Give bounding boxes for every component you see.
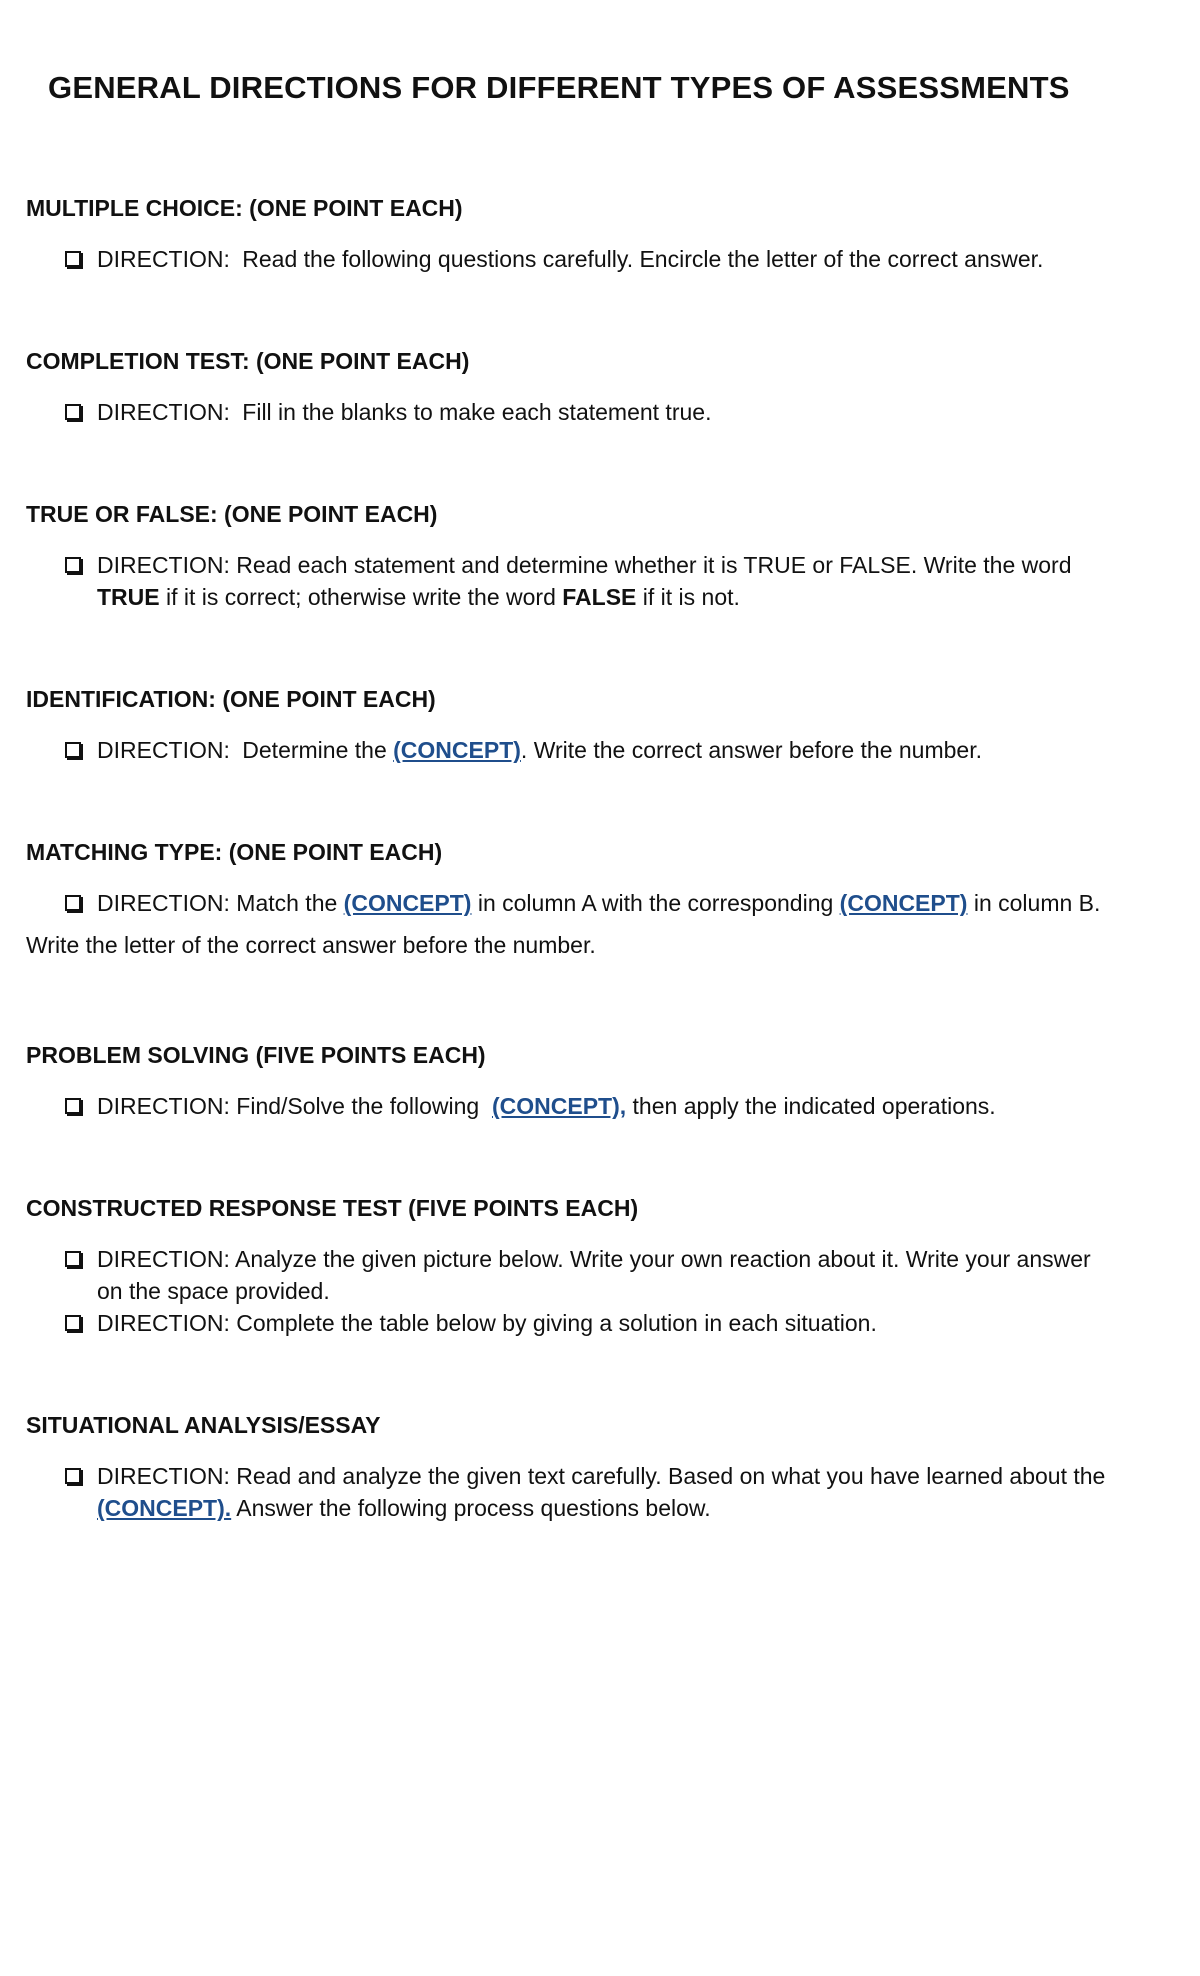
direction-text: Fill in the blanks to make each statement true. (242, 399, 712, 425)
section-heading: COMPLETION TEST: (ONE POINT EACH) (26, 348, 470, 374)
direction-label: DIRECTION: (97, 1246, 230, 1272)
direction-text: in column B. (973, 890, 1101, 916)
checkbox-bullet-icon (65, 1315, 81, 1331)
direction-text: Complete the table below by giving a solution in each situation. (236, 1310, 877, 1336)
direction-text: Analyze the given picture below. Write your own reaction about it. Write your answer on the space provided. (97, 1246, 1091, 1304)
direction-label: DIRECTION: (97, 890, 230, 916)
direction-label: DIRECTION: (97, 246, 230, 272)
direction-text: in column A with the corresponding (477, 890, 834, 916)
direction-text: Answer the following process questions below. (236, 1495, 711, 1521)
checkbox-bullet-icon (65, 1468, 81, 1484)
direction-item (26, 1460, 1137, 1524)
direction-item (26, 396, 1176, 428)
concept-link[interactable]: (CONCEPT) (839, 890, 968, 916)
section-heading: TRUE OR FALSE: (ONE POINT EACH) (26, 501, 438, 527)
checkbox-bullet-icon (65, 1098, 81, 1114)
direction-text: then apply the indicated operations. (632, 1093, 996, 1119)
section-heading: MATCHING TYPE: (ONE POINT EACH) (26, 839, 443, 865)
direction-item (26, 549, 1097, 613)
direction-label: DIRECTION: (97, 1310, 230, 1336)
keyword-true: TRUE (97, 584, 160, 610)
direction-label: DIRECTION: (97, 552, 230, 578)
direction-text: Read each statement and determine whether it is TRUE or FALSE. Write the word (236, 552, 1072, 578)
direction-text: Read the following questions carefully. Encircle the letter of the correct answer. (242, 246, 1044, 272)
section-matching-type (26, 837, 1176, 961)
section-heading: SITUATIONAL ANALYSIS/ESSAY (26, 1412, 381, 1438)
section-true-or-false (26, 499, 1176, 613)
checkbox-bullet-icon (65, 251, 81, 267)
direction-text: . Write the correct answer before the number. (520, 737, 982, 763)
checkbox-bullet-icon (65, 895, 81, 911)
checkbox-bullet-icon (65, 404, 81, 420)
section-problem-solving (26, 1040, 1176, 1122)
keyword-false: FALSE (562, 584, 637, 610)
direction-text: Read and analyze the given text carefully. Based on what you have learned about the (236, 1463, 1106, 1489)
direction-item (26, 734, 1176, 766)
concept-link[interactable]: (CONCEPT), (491, 1093, 627, 1119)
concept-link[interactable]: (CONCEPT). (97, 1495, 232, 1521)
section-multiple-choice (26, 193, 1176, 275)
direction-label: DIRECTION: (97, 737, 230, 763)
direction-text: Find/Solve the following (236, 1093, 480, 1119)
document-title: GENERAL DIRECTIONS FOR DIFFERENT TYPES OF ASSESSMENTS (48, 70, 1070, 105)
section-constructed-response (26, 1193, 1176, 1339)
direction-item (26, 1090, 1176, 1122)
direction-item (26, 887, 1176, 919)
concept-link[interactable]: (CONCEPT) (343, 890, 472, 916)
direction-continuation: Write the letter of the correct answer before the number. (26, 932, 596, 958)
checkbox-bullet-icon (65, 557, 81, 573)
direction-label: DIRECTION: (97, 1093, 230, 1119)
section-heading: PROBLEM SOLVING (FIVE POINTS EACH) (26, 1042, 486, 1068)
concept-link[interactable]: (CONCEPT) (393, 737, 521, 763)
section-situational-analysis (26, 1410, 1176, 1524)
checkbox-bullet-icon (65, 742, 81, 758)
section-heading: CONSTRUCTED RESPONSE TEST (FIVE POINTS EACH) (26, 1195, 639, 1221)
direction-text: Determine the (242, 737, 387, 763)
direction-item (26, 1243, 1097, 1307)
direction-text: if it is correct; otherwise write the word (166, 584, 556, 610)
direction-text: Match the (236, 890, 338, 916)
section-completion-test (26, 346, 1176, 428)
direction-label: DIRECTION: (97, 1463, 230, 1489)
direction-item (26, 1307, 1176, 1339)
checkbox-bullet-icon (65, 1251, 81, 1267)
section-heading: MULTIPLE CHOICE: (ONE POINT EACH) (26, 195, 463, 221)
direction-text: if it is not. (642, 584, 740, 610)
section-identification (26, 684, 1176, 766)
direction-item (26, 243, 1176, 275)
direction-label: DIRECTION: (97, 399, 230, 425)
section-heading: IDENTIFICATION: (ONE POINT EACH) (26, 686, 436, 712)
